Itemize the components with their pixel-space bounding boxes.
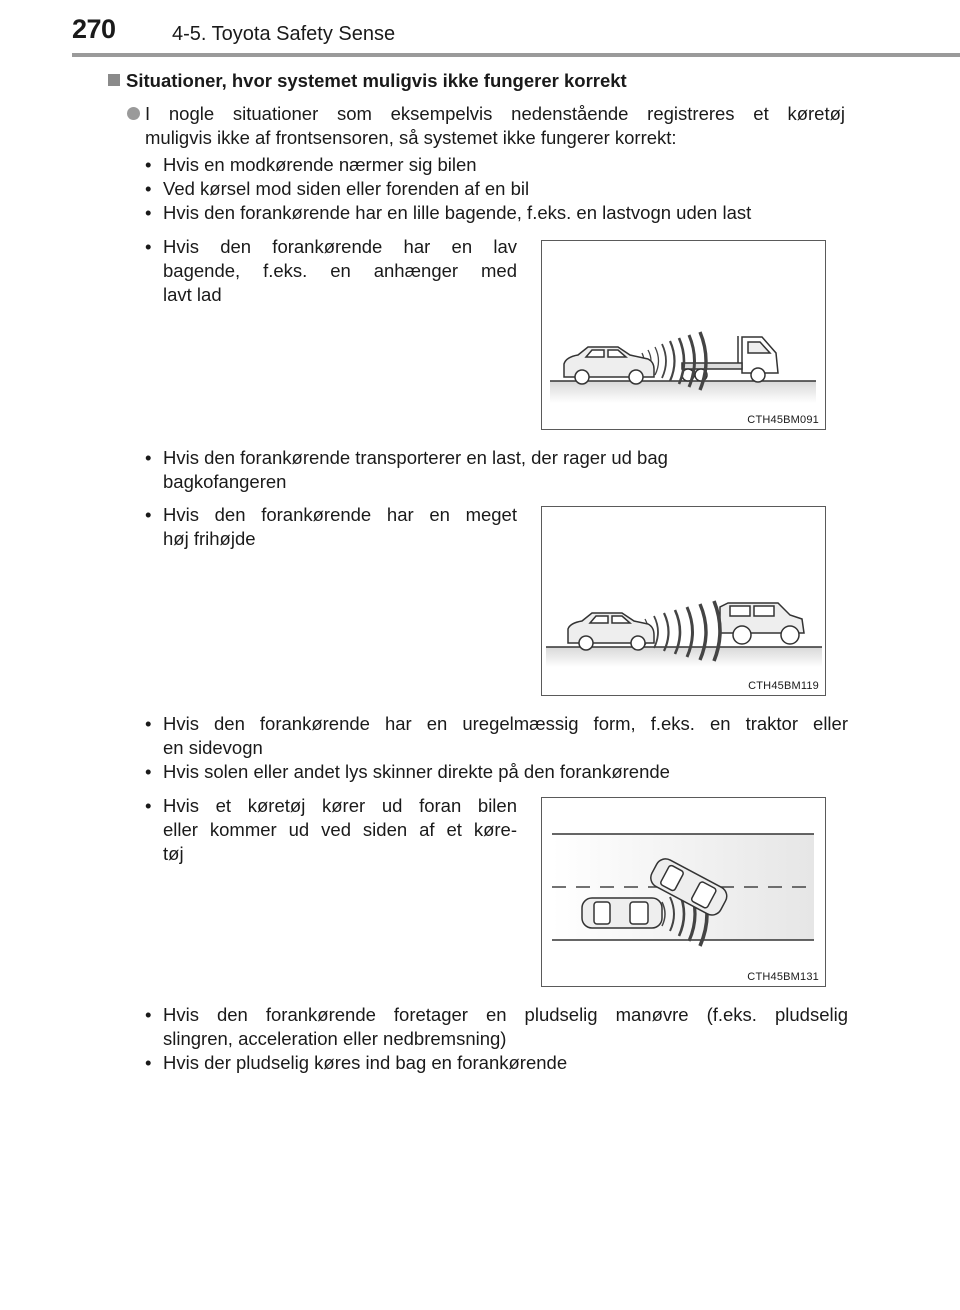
bullet-glyph: • xyxy=(145,154,152,175)
bullet-item xyxy=(145,503,517,551)
bullet-text: Hvis der pludselig køres ind bag en forankørende xyxy=(163,1052,568,1073)
bullet-item xyxy=(145,201,848,225)
circle-marker-icon xyxy=(127,107,140,120)
bullet-text-line: slingren, acceleration eller nedbremsning) xyxy=(163,1028,507,1049)
bullet-item xyxy=(145,712,848,760)
bullet-text-line: tøj xyxy=(163,843,184,864)
bullet-item xyxy=(145,1003,848,1051)
bullet-item xyxy=(145,235,517,307)
bullet-text-line: høj frihøjde xyxy=(163,528,256,549)
section-title xyxy=(108,70,627,92)
chapter-title: 4-5. Toyota Safety Sense xyxy=(172,23,396,45)
figure-high-clearance xyxy=(541,506,826,696)
square-marker-icon xyxy=(108,74,120,86)
bullet-glyph: • xyxy=(145,713,152,734)
figure-code: CTH45BM131 xyxy=(747,971,819,983)
trailer-illustration xyxy=(542,241,827,431)
bullet-glyph: • xyxy=(145,236,152,257)
page-number: 270 xyxy=(72,14,116,44)
bullet-text-line: Hvis den forankørende har en lav xyxy=(163,236,517,257)
bullet-text-line: Hvis den forankørende har en uregelmæssig form, f.eks. en traktor eller xyxy=(163,713,848,734)
figure-code: CTH45BM091 xyxy=(747,414,819,426)
bullet-glyph: • xyxy=(145,202,152,223)
bullet-item xyxy=(145,760,848,784)
bullet-text-line: bagende, f.eks. en anhænger med xyxy=(163,260,517,281)
bullet-glyph: • xyxy=(145,178,152,199)
bullet-text-line: Hvis den forankørende har en meget xyxy=(163,504,517,525)
cut-in-illustration xyxy=(542,798,827,988)
bullet-item xyxy=(145,177,848,201)
header-rule xyxy=(72,53,960,57)
bullet-item xyxy=(145,446,848,494)
bullet-glyph: • xyxy=(145,795,152,816)
figure-trailer-low-bed xyxy=(541,240,826,430)
intro-line-1: I nogle situationer som eksempelvis nedenstående registreres et køretøj xyxy=(145,103,845,124)
suv-illustration xyxy=(542,507,827,697)
bullet-glyph: • xyxy=(145,761,152,782)
bullet-text: Hvis en modkørende nærmer sig bilen xyxy=(163,154,477,175)
bullet-text-line: lavt lad xyxy=(163,284,222,305)
section-title-text: Situationer, hvor systemet muligvis ikke fungerer korrekt xyxy=(126,70,627,91)
bullet-item xyxy=(145,1051,848,1075)
intro-line-2: muligvis ikke af frontsensoren, så systemet ikke fungerer korrekt: xyxy=(145,127,677,148)
bullet-text-line: Hvis den forankørende transporterer en last, der rager ud bag xyxy=(163,447,668,468)
bullet-text-line: en sidevogn xyxy=(163,737,263,758)
bullet-text-line: eller kommer ud ved siden af et køre- xyxy=(163,819,517,840)
bullet-text: Hvis solen eller andet lys skinner direkte på den forankørende xyxy=(163,761,670,782)
bullet-text-line: Hvis et køretøj kører ud foran bilen xyxy=(163,795,517,816)
page-header xyxy=(0,0,960,56)
bullet-glyph: • xyxy=(145,504,152,525)
bullet-item xyxy=(145,153,848,177)
bullet-item xyxy=(145,794,517,866)
bullet-text: Hvis den forankørende har en lille bagende, f.eks. en lastvogn uden last xyxy=(163,202,752,223)
figure-cut-in xyxy=(541,797,826,987)
intro-item xyxy=(145,102,845,150)
bullet-text-line: Hvis den forankørende foretager en pludselig manøvre (f.eks. pludselig xyxy=(163,1004,848,1025)
bullet-glyph: • xyxy=(145,1004,152,1025)
figure-code: CTH45BM119 xyxy=(748,680,819,692)
bullet-text: Ved kørsel mod siden eller forenden af en bil xyxy=(163,178,530,199)
bullet-text-line: bagkofangeren xyxy=(163,471,287,492)
bullet-glyph: • xyxy=(145,447,152,468)
bullet-glyph: • xyxy=(145,1052,152,1073)
